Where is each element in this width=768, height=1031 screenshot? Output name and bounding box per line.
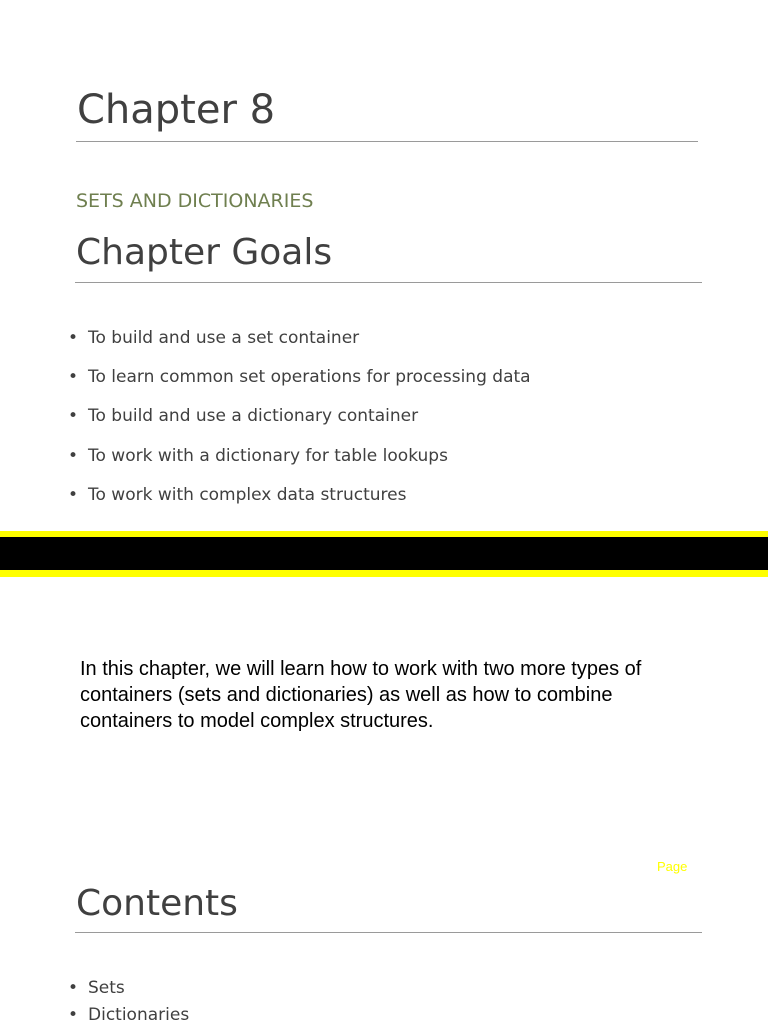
bullet-icon: • xyxy=(68,406,79,427)
list-item xyxy=(68,445,531,484)
bullet-icon: • xyxy=(68,328,79,348)
contents-item-text: Dictionaries xyxy=(88,1005,190,1025)
bullet-icon: • xyxy=(68,367,79,388)
contents-divider xyxy=(75,932,702,933)
list-item xyxy=(68,327,531,366)
list-item xyxy=(68,1004,189,1031)
goal-text: To work with complex data structures xyxy=(88,484,407,505)
goals-list xyxy=(68,327,531,523)
bullet-icon: • xyxy=(68,445,79,466)
bullet-icon: • xyxy=(68,978,79,998)
chapter-subtitle: SETS AND DICTIONARIES xyxy=(76,190,314,212)
contents-heading: Contents xyxy=(76,883,238,924)
page-label: Page xyxy=(657,859,688,874)
goal-text: To build and use a set container xyxy=(88,328,360,348)
contents-item-text: Sets xyxy=(88,978,125,998)
goal-text: To work with a dictionary for table lookups xyxy=(88,445,448,466)
goals-divider xyxy=(75,282,702,283)
list-item xyxy=(68,977,189,1004)
goals-heading: Chapter Goals xyxy=(76,232,333,273)
title-divider xyxy=(76,141,698,142)
chapter-title: Chapter 8 xyxy=(77,87,276,133)
intro-paragraph: In this chapter, we will learn how to work with two more types of containers (sets and dictionaries) as well as how to combine containers to model complex structures. xyxy=(80,658,642,732)
list-item xyxy=(68,405,531,444)
goal-text: To learn common set operations for processing data xyxy=(88,367,531,388)
bullet-icon: • xyxy=(68,1005,79,1025)
contents-list xyxy=(68,977,189,1031)
bullet-icon: • xyxy=(68,484,79,505)
banner-black-band xyxy=(0,537,768,570)
goal-text: To build and use a dictionary container xyxy=(88,406,419,427)
list-item xyxy=(68,366,531,405)
list-item xyxy=(68,484,531,523)
